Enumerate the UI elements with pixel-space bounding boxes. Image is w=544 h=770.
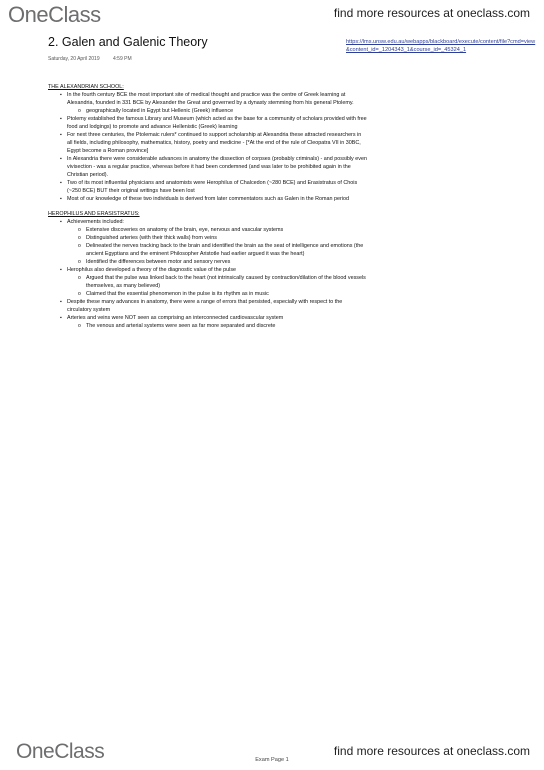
logo-one-text: One [16,740,55,763]
list-item: ▪ Herophilus also developed a theory of the diagnostic value of the pulse [48,266,368,274]
page-header [0,0,544,28]
logo-class-text: Class [48,2,101,27]
document-body [48,83,368,330]
list-item: ▪ Arteries and veins were NOT seen as comprising an interconnected cardiovascular system [48,314,368,322]
top-resources-link[interactable]: find more resources at oneclass.com [333,6,530,20]
list-item: ▪ Achievements included: [48,218,368,226]
document-time: 4:59 PM [113,56,132,62]
list-item: o The venous and arterial systems were seen as far more separated and discrete [48,322,368,330]
document-date: Saturday, 20 April 2019 [48,56,100,62]
list-item: o Delineated the nerves tracking back to the brain and identified the brain as the seat of intelligence and emotions (the ancient Egyptians and the eminent Philosopher Aristotle had earlier argued it was the heart) [48,242,368,258]
source-url-link[interactable]: https://lms.unsw.edu.au/webapps/blackboard/execute/content/file?cmd=view&content_id=_1204343_1&course_id=_45324_1 [346,39,536,53]
section-heading: THE ALEXANDRIAN SCHOOL: [48,84,124,90]
page-number-label: Exam Page 1 [255,757,289,763]
list-item: ▪ For next three centuries, the Ptolemaic rulers* continued to support scholarship at Alexandria these attracted researchers in all fields, including philosophy, mathematics, history, poetry and medicine - [*At the end of the rule of Cleopatra VII in 30BC, Egypt become a Roman province] [48,131,368,155]
list-item: ▪ In Alexandria there were considerable advances in anatomy the dissection of corpses (probably criminals) - and possibly even vivisection - was a regular practice, whereas before it had been condemned (and was later to be prohibited again in the Christian period). [48,155,368,179]
bottom-resources-link[interactable]: find more resources at oneclass.com [333,744,530,758]
document-title: 2. Galen and Galenic Theory [48,35,208,49]
list-item: o Argued that the pulse was linked back to the heart (not intrinsically caused by contraction/dilation of the blood vessels themselves, as many believed) [48,274,368,290]
section-spacer [48,203,368,210]
list-item: o Identified the differences between motor and sensory nerves [48,258,368,266]
logo-class-text: Class [54,740,105,763]
list-item: o geographically located in Egypt but Hellenic (Greek) influence [48,107,368,115]
document-meta [48,56,144,62]
list-item: ▪ Despite these many advances in anatomy, there were a range of errors that persisted, especially with respect to the circulatory system [48,298,368,314]
logo-one-text: One [8,2,49,27]
section-heading: HEROPHILUS AND ERASISTRATUS: [48,211,140,217]
oneclass-logo[interactable] [8,2,101,28]
bullet-list [48,218,368,330]
list-item: ▪ Ptolemy established the famous Library and Museum (which acted as the base for a community of scholars provided with free food and lodgings) to promote and advance Hellenistic (Greek) learning [48,115,368,131]
list-item: o Extensive discoveries on anatomy of the brain, eye, nervous and vascular systems [48,226,368,234]
list-item: ▪ Most of our knowledge of these two individuals is derived from later commentators such as Galen in the Roman period [48,195,368,203]
list-item: o Claimed that the essential phenomenon in the pulse is its rhythm as in music [48,290,368,298]
list-item: ▪ Two of its most influential physicians and anatomists were Herophilus of Chalcedon (~280 BCE) and Erasistratus of Chois (~250 BCE) BUT their original writings have been lost [48,179,368,195]
list-item: o Distinguished arteries (with their thick walls) from veins [48,234,368,242]
bullet-list [48,91,368,203]
list-item: ▪ In the fourth century BCE the most important site of medical thought and practice was the centre of Greek learning at Alexandria, founded in 331 BCE by Alexander the Great and governed by a dynasty stemming from his general Ptolemy. [48,91,368,107]
